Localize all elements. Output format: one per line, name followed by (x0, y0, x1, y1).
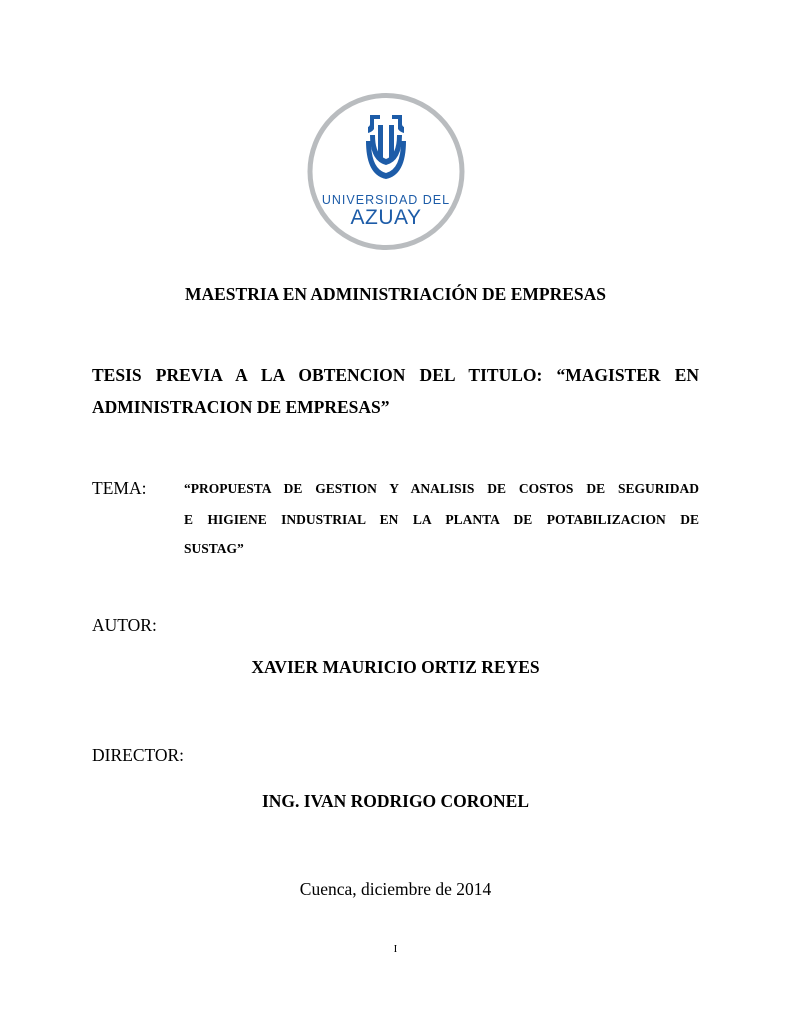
autor-name: XAVIER MAURICIO ORTIZ REYES (251, 657, 540, 677)
autor-label: AUTOR: (92, 615, 157, 635)
thesis-title-line1: TESIS PREVIA A LA OBTENCION DEL TITULO: “MAGISTER EN (92, 365, 699, 385)
tema-line3: SUSTAG” (184, 541, 244, 556)
logo-emblem-icon (366, 115, 406, 179)
logo-text-line1: UNIVERSIDAD DEL (321, 193, 451, 207)
director-label: DIRECTOR: (92, 745, 185, 765)
place-date: Cuenca, diciembre de 2014 (299, 879, 492, 899)
tema-line1: “PROPUESTA DE GESTION Y ANALISIS DE COSTOS DE SEGURIDAD (184, 481, 699, 496)
university-logo (304, 93, 468, 250)
tema-label: TEMA: (92, 478, 147, 498)
director-name: ING. IVAN RODRIGO CORONEL (261, 791, 530, 811)
logo-text-line2: AZUAY (350, 206, 422, 229)
page-number: I (393, 943, 398, 955)
tema-line2: E HIGIENE INDUSTRIAL EN LA PLANTA DE POTABILIZACION DE (184, 512, 699, 527)
thesis-title-line2: ADMINISTRACION DE EMPRESAS” (92, 397, 390, 417)
program-title: MAESTRIA EN ADMINISTRIACIÓN DE EMPRESAS (184, 284, 607, 304)
